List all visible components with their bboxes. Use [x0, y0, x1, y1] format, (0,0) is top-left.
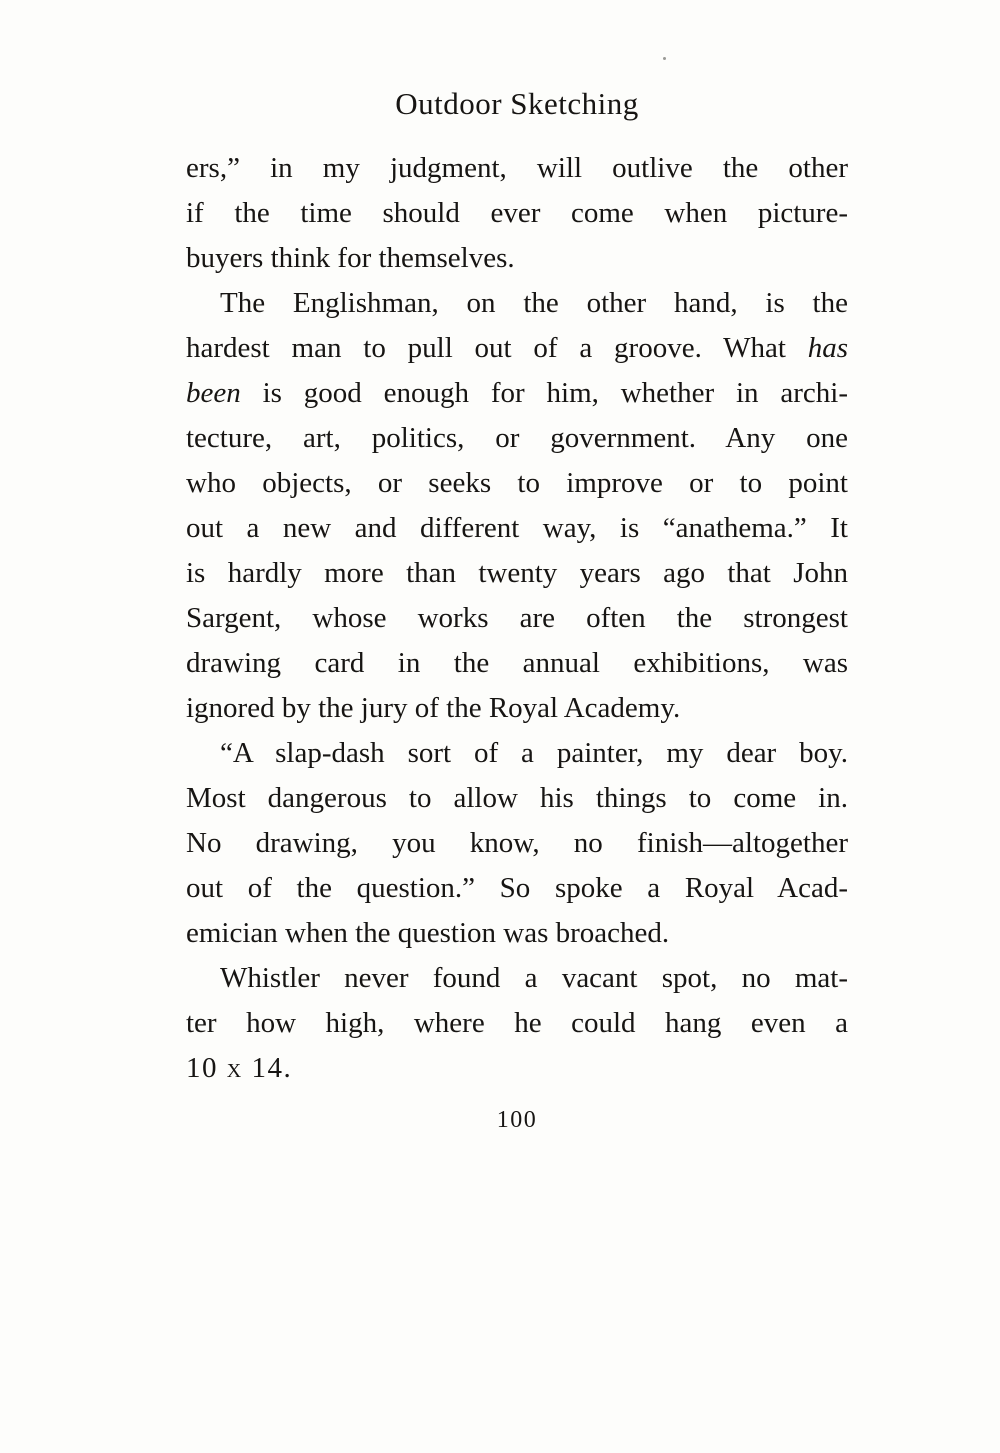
text-line [186, 146, 848, 191]
text-segment: No drawing, you know, no finish—altogether [186, 827, 848, 859]
text-line [186, 776, 848, 821]
text-line [186, 1046, 848, 1091]
text-segment: if the time should ever come when picture- [186, 197, 848, 229]
text-segment: ers,” in my judgment, will outlive the other [186, 152, 848, 184]
scan-artifact-dot [663, 57, 666, 60]
running-header: Outdoor Sketching [395, 86, 639, 121]
text-segment: Sargent, whose works are often the strongest [186, 602, 848, 634]
text-segment: is hardly more than twenty years ago that John [186, 557, 848, 589]
page-number: 100 [496, 1107, 538, 1133]
text-segment: tecture, art, politics, or government. Any one [186, 422, 848, 454]
text-segment: Most dangerous to allow his things to come in. [186, 782, 848, 814]
text-line [186, 731, 848, 776]
text-line [186, 371, 848, 416]
italic-text-segment: has [807, 332, 848, 364]
text-line [186, 1001, 848, 1046]
text-line [186, 956, 848, 1001]
text-segment: buyers think for themselves. [186, 242, 515, 274]
text-line [186, 911, 848, 956]
text-line [186, 866, 848, 911]
text-segment: emician when the question was broached. [186, 917, 670, 949]
text-segment: The Englishman, on the other hand, is the [220, 287, 848, 319]
text-segment: hardest man to pull out of a groove. What [186, 332, 808, 364]
text-segment: out a new and different way, is “anathema.” It [186, 512, 848, 544]
text-segment: is good enough for him, whether in archi- [240, 377, 848, 409]
text-segment: who objects, or seeks to improve or to point [186, 467, 848, 499]
text-segment: 10 x 14. [186, 1052, 293, 1084]
text-line [186, 326, 848, 371]
text-line [186, 506, 848, 551]
text-line [186, 191, 848, 236]
italic-text-segment: been [186, 377, 241, 409]
text-segment: Whistler never found a vacant spot, no mat- [220, 962, 848, 994]
text-segment: out of the question.” So spoke a Royal Acad- [186, 872, 848, 904]
text-segment: ignored by the jury of the Royal Academy. [186, 692, 681, 724]
text-line [186, 236, 848, 281]
text-line [186, 281, 848, 326]
text-line [186, 641, 848, 686]
text-segment: drawing card in the annual exhibitions, was [186, 647, 848, 679]
text-line [186, 686, 848, 731]
body-text-block [186, 146, 848, 1091]
text-line [186, 551, 848, 596]
text-segment: ter how high, where he could hang even a [186, 1007, 848, 1039]
text-line [186, 461, 848, 506]
text-line [186, 821, 848, 866]
text-segment: “A slap-dash sort of a painter, my dear boy. [220, 737, 848, 769]
text-line [186, 596, 848, 641]
text-line [186, 416, 848, 461]
